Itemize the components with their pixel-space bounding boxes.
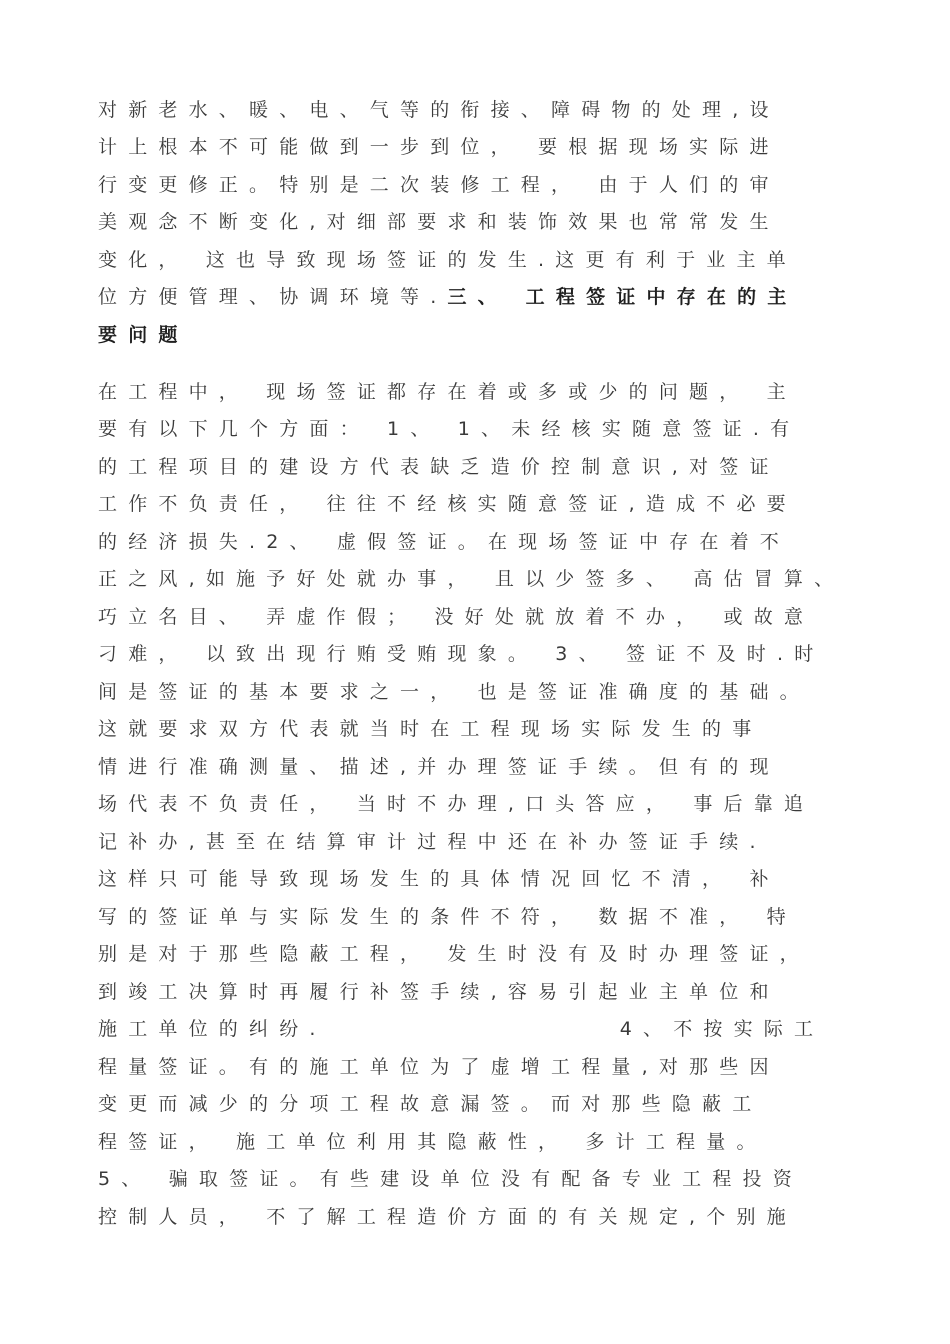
text-line: 要有以下几个方面： 1、 1、未经核实随意签证.有 [98,418,801,440]
text-line: 施工单位的纠纷. 4、不按实际工 [98,1018,825,1040]
section-heading-continued: 要问题 [98,324,189,346]
text-line: 变更而减少的分项工程故意漏签。而对那些隐蔽工 [98,1093,763,1115]
text-line: 程量签证。有的施工单位为了虚增工程量,对那些因 [98,1056,780,1078]
text-line: 刁难， 以致出现行贿受贿现象。 3、 签证不及时.时 [98,643,825,665]
text-line: 控制人员， 不了解工程造价方面的有关规定,个别施 [98,1206,797,1228]
text-line: 记补办,甚至在结算审计过程中还在补办签证手续. [98,831,767,853]
text-line: 在工程中， 现场签证都存在着或多或少的问题， 主 [98,381,797,403]
text-segment: 位方便管理、协调环境等. [98,286,448,308]
section-heading: 三、 工程签证中存在的主 [447,286,798,308]
text-line: 行变更修正。特别是二次装修工程， 由于人们的审 [98,174,780,196]
text-line: 写的签证单与实际发生的条件不符， 数据不准， 特 [98,906,797,928]
text-line: 对新老水、暖、电、气等的衔接、障碍物的处理,设 [98,99,780,121]
text-line [98,285,797,309]
text-line: 变化， 这也导致现场签证的发生.这更有利于业主单 [98,249,797,271]
text-line: 工作不负责任， 往往不经核实随意签证,造成不必要 [98,493,797,515]
text-line: 到竣工决算时再履行补签手续,容易引起业主单位和 [98,981,780,1003]
text-line: 别是对于那些隐蔽工程， 发生时没有及时办理签证， [98,943,810,965]
text-line: 场代表不负责任， 当时不办理,口头答应， 事后靠追 [98,793,815,815]
text-line: 5、 骗取签证。有些建设单位没有配备专业工程投资 [98,1168,803,1190]
text-line: 程签证， 施工单位利用其隐蔽性， 多计工程量。 [98,1131,767,1153]
text-line: 正之风,如施予好处就办事， 且以少签多、 高估冒算、 [98,568,845,590]
text-line: 这就要求双方代表就当时在工程现场实际发生的事 [98,718,763,740]
text-line: 计上根本不可能做到一步到位， 要根据现场实际进 [98,136,780,158]
text-line: 巧立名目、 弄虚作假； 没好处就放着不办， 或故意 [98,606,815,628]
text-line: 的经济损失.2、 虚假签证。在现场签证中存在着不 [98,531,790,553]
text-line: 情进行准确测量、描述,并办理签证手续。但有的现 [98,756,780,778]
text-line: 这样只可能导致现场发生的具体情况回忆不清， 补 [98,868,780,890]
text-line: 美观念不断变化,对细部要求和装饰效果也常常发生 [98,211,780,233]
text-line: 间是签证的基本要求之一， 也是签证准确度的基础。 [98,681,810,703]
text-line: 的工程项目的建设方代表缺乏造价控制意识,对签证 [98,456,780,478]
